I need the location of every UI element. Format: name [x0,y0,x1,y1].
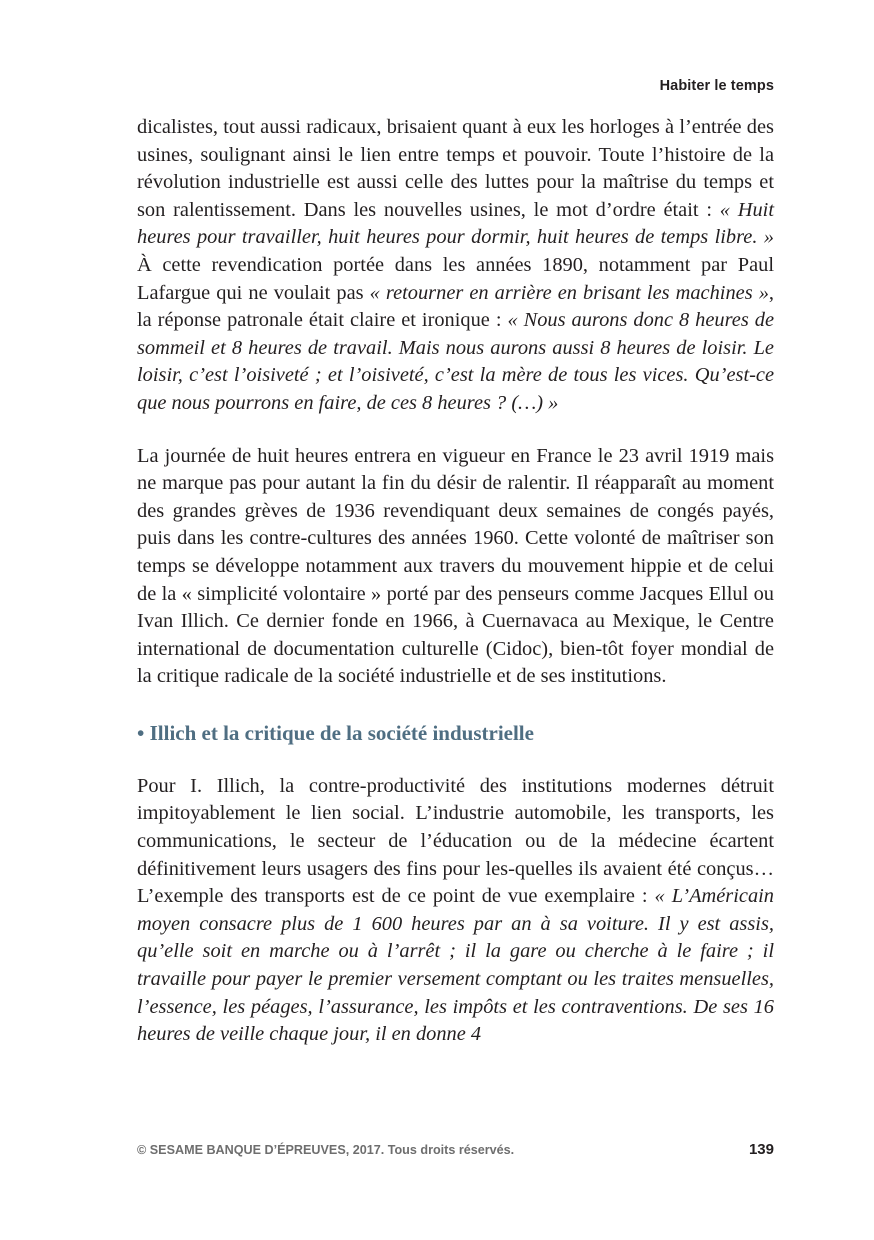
section-heading: • Illich et la critique de la société industrielle [137,720,534,745]
quote-patronal: « Nous aurons donc 8 heures de sommeil et 8 heures de travail. Mais nous aurons aussi 8 heures de loisir. Le loisir, c’est l’oisiveté ; et l’oisiveté, c’est la mère de tous les vices. Qu’est-ce que nous pourrons en faire, de ces 8 heures ? (…) » [137,309,774,414]
paragraph-3 [137,773,774,1049]
paragraph-1-text-a: dicalistes, tout aussi radicaux, brisaient quant à eux les horloges à l’entrée des usines, soulignant ainsi le lien entre temps et pouvoir. Toute l’histoire de la révolution industrielle est aussi celle des luttes pour la maîtrise du temps et son ralentissement. Dans les nouvelles usines, le mot d’ordre était : [137,116,774,221]
paragraph-1-text-e: , la réponse patronale était claire et ironique : [137,281,774,332]
quote-slogan: « Huit heures pour travailler, huit heures pour dormir, huit heures de temps libre. » [137,198,774,249]
paragraph-2: La journée de huit heures entrera en vigueur en France le 23 avril 1919 mais ne marque pas pour autant la fin du désir de ralentir. Il réapparaît au moment des grandes grèves de 1936 revendiquant deux semaines de congés payés, puis dans les contre-cultures des années 1960. Cette volonté de maîtriser son temps se développe notamment aux travers du mouvement hippie et de celui de la « simplicité volontaire » porté par des penseurs comme Jacques Ellul ou Ivan Illich. Ce dernier fonde en 1966, à Cuernavaca au Mexique, le Centre international de documentation culturelle (Cidoc), bien-tôt foyer mondial de la critique radicale de la société industrielle et de ses institutions. [137,444,774,688]
quote-lafargue: « retourner en arrière en brisant les machines » [369,281,769,304]
running-header-title: Habiter le temps [659,78,774,94]
footer-copyright: © SESAME BANQUE D’ÉPREUVES, 2017. Tous droits réservés. [137,1143,515,1157]
paragraph-3-text-a: Pour I. Illich, la contre-productivité des institutions modernes détruit impitoyablement le lien social. L’industrie automobile, les transports, les communications, le secteur de l’éducation ou de la médecine écartent définitivement leurs usagers des fins pour les-quelles ils avaient été conçus… L’exemple des transports est de ce point de vue exemplaire : [137,774,774,908]
paragraph-1 [137,114,774,418]
page-body [137,114,774,1049]
paragraph-1-text-c: À cette revendication portée dans les années 1890, notamment par Paul Lafargue qui ne voulait pas [137,253,774,304]
page-number: 139 [748,1141,774,1158]
quote-illich: « L’Américain moyen consacre plus de 1 600 heures par an à sa voiture. Il y est assis, qu’elle soit en marche ou à l’arrêt ; il la gare ou cherche à le faire ; il travaille pour payer le premier versement comptant ou les traites mensuelles, l’essence, les péages, l’assurance, les impôts et les contraventions. De ses 16 heures de veille chaque jour, il en donne 4 [137,885,775,1046]
